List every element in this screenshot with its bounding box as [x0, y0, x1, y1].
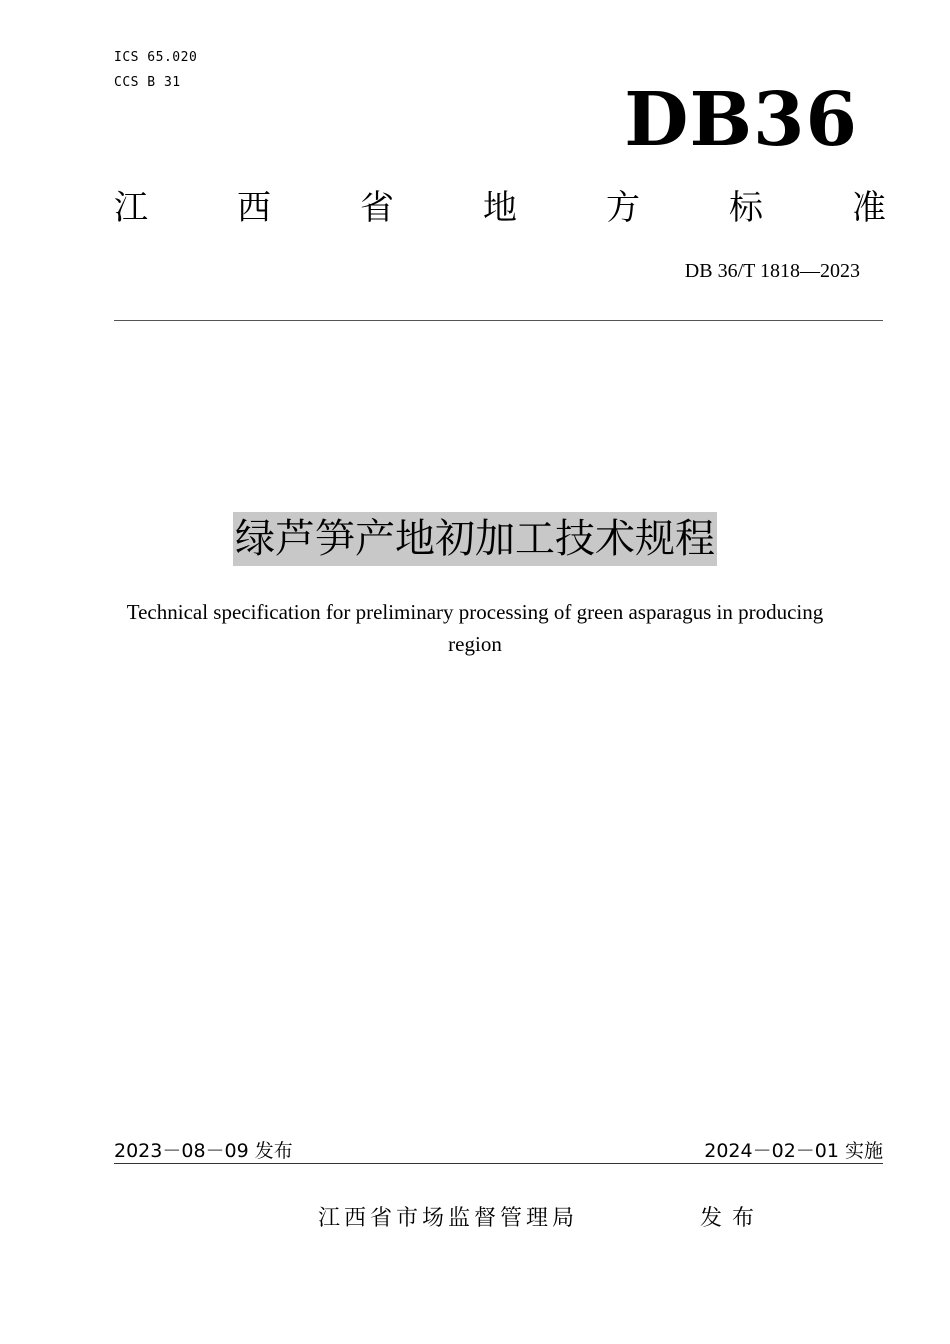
ics-code: ICS 65.020 — [114, 50, 198, 65]
bottom-divider — [114, 1163, 883, 1164]
implement-date: 2024－02－01 实施 — [704, 1140, 883, 1162]
standard-type-char: 方 — [606, 188, 640, 228]
db-logo: DB36 — [624, 77, 858, 163]
title-english-line2: region — [448, 632, 502, 656]
standard-type — [114, 186, 886, 230]
ccs-code: CCS B 31 — [114, 75, 181, 90]
standard-type-char: 准 — [852, 188, 886, 228]
standard-type-char: 地 — [483, 188, 517, 228]
standard-number: DB 36/T 1818—2023 — [684, 260, 860, 282]
standard-type-char: 标 — [729, 188, 763, 228]
title-english-line1: Technical specification for preliminary processing of green asparagus in producing — [126, 600, 824, 624]
top-divider — [114, 320, 883, 321]
standard-type-char: 江 — [114, 188, 148, 228]
standard-type-char: 西 — [237, 188, 271, 228]
standard-type-char: 省 — [360, 188, 394, 228]
issuing-authority: 江西省市场监督管理局 — [318, 1206, 579, 1231]
issue-date: 2023－08－09 发布 — [114, 1140, 293, 1162]
issue-label: 发布 — [700, 1206, 765, 1231]
title-container — [0, 512, 950, 566]
title-chinese: 绿芦笋产地初加工技术规程 — [233, 512, 717, 566]
title-english — [95, 596, 855, 660]
